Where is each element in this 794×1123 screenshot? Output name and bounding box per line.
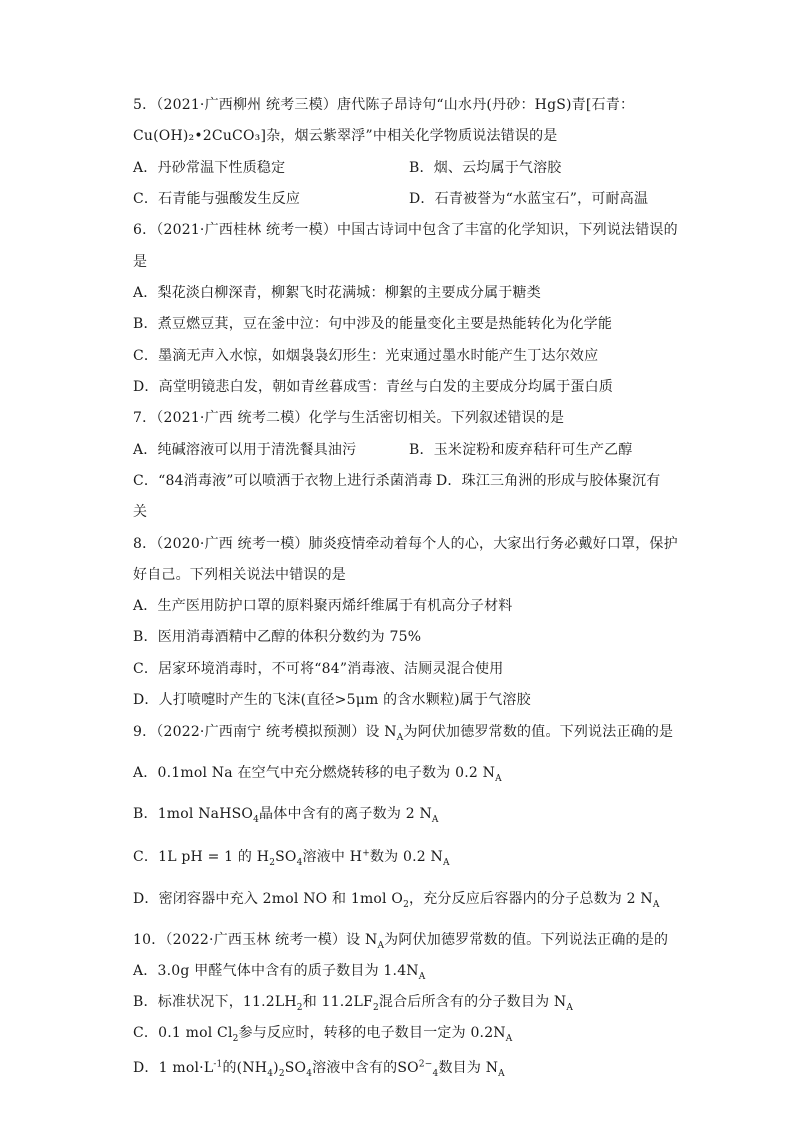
- q9-option-a: A．0.1mol Na 在空气中充分燃烧转移的电子数为 0.2 $N_A$: [133, 765, 502, 784]
- q10-option-a: A．3.0g 甲醛气体中含有的质子数目为 $1.4N_A$: [133, 963, 426, 982]
- q8-stem-line2: 好自己。下列相关说法中错误的是: [133, 567, 346, 583]
- q7-option-a: A．纯碱溶液可以用于清洗餐具油污: [133, 442, 357, 458]
- q7-option-d-line1: D．珠江三角洲的形成与胶体聚沉有: [436, 473, 661, 489]
- q6-option-d: D．高堂明镜悲白发，朝如青丝暮成雪：青丝与白发的主要成分均属于蛋白质: [133, 379, 614, 395]
- q8-option-a: A．生产医用防护口罩的原料聚丙烯纤维属于有机高分子材料: [133, 598, 513, 614]
- q7-stem: 7．（2021·广西 统考二模）化学与生活密切相关。下列叙述错误的是: [133, 410, 565, 426]
- q9-stem: 9．（2022·广西南宁 统考模拟预测）设 $N_A$为阿伏加德罗常数的值。下列说法正确的是: [133, 724, 674, 743]
- q6-option-c: C．墨滴无声入水惊，如烟袅袅幻形生：光束通过墨水时能产生丁达尔效应: [133, 348, 599, 364]
- q7-option-d-line2: 关: [133, 504, 148, 520]
- q8-option-c: C．居家环境消毒时，不可将“84”消毒液、洁厕灵混合使用: [133, 661, 504, 677]
- q5-stem-line2: Cu(OH)₂•2CuCO₃]杂，烟云紫翠浮”中相关化学物质说法错误的是: [133, 128, 558, 144]
- q9-option-c: C．1L pH = 1 的 $H_2SO_4$溶液中 H+数为 0.2 $N_A$: [133, 848, 450, 868]
- q10-option-d: D．1 $mol\cdot L^{-1}$的$(NH_4)_2SO_4$溶液中含有的$SO^{2-}_4$数目为 $N_A$: [133, 1059, 505, 1079]
- q5-option-b: B．烟、云均属于气溶胶: [409, 160, 562, 176]
- q8-option-d: D．人打喷嚏时产生的飞沫(直径>5μm 的含水颗粒)属于气溶胶: [133, 692, 531, 708]
- q5-option-a: A．丹砂常温下性质稳定: [133, 160, 286, 176]
- q7-option-c: C．“84消毒液”可以喷洒于衣物上进行杀菌消毒: [133, 473, 433, 489]
- q6-stem-line1: 6．（2021·广西桂林 统考一模）中国古诗词中包含了丰富的化学知识，下列说法错误的: [133, 222, 678, 238]
- q5-stem-line1: 5．（2021·广西柳州 统考三模）唐代陈子昂诗句“山水丹(丹砂：HgS)青[石青：: [133, 97, 635, 113]
- q10-option-c: C．0.1 mol $Cl_2$参与反应时，转移的电子数目一定为 $0.2N_A$: [133, 1025, 513, 1044]
- q7-option-b: B．玉米淀粉和废弃秸秆可生产乙醇: [409, 442, 633, 458]
- q10-option-b: B．标准状况下，$11.2LH_2$和 $11.2LF_2$混合后所含有的分子数目为 $N_A$: [133, 994, 574, 1013]
- q5-option-c: C．石青能与强酸发生反应: [133, 191, 301, 207]
- q6-stem-line2: 是: [133, 254, 148, 270]
- q8-stem-line1: 8．（2020·广西 统考一模）肺炎疫情牵动着每个人的心，大家出行务必戴好口罩，保护: [133, 536, 678, 552]
- q6-option-b: B．煮豆燃豆萁，豆在釜中泣：句中涉及的能量变化主要是热能转化为化学能: [133, 316, 613, 332]
- q10-stem: 10．（2022·广西玉林 统考一模）设 $N_A$为阿伏加德罗常数的值。下列说法正确的是的: [133, 932, 669, 951]
- q8-option-b: B．医用消毒酒精中乙醇的体积分数约为 75%: [133, 629, 422, 645]
- q9-option-d: D．密闭容器中充入 2mol NO 和 1mol $O_2$，充分反应后容器内的分子总数为 2 $N_A$: [133, 891, 660, 910]
- q5-option-d: D．石青被誉为“水蓝宝石”，可耐高温: [409, 191, 649, 207]
- q6-option-a: A．梨花淡白柳深青，柳絮飞时花满城：柳絮的主要成分属于糖类: [133, 285, 541, 301]
- q9-option-b: B．1mol NaHSO$_4$晶体中含有的离子数为 2 $N_A$: [133, 806, 439, 825]
